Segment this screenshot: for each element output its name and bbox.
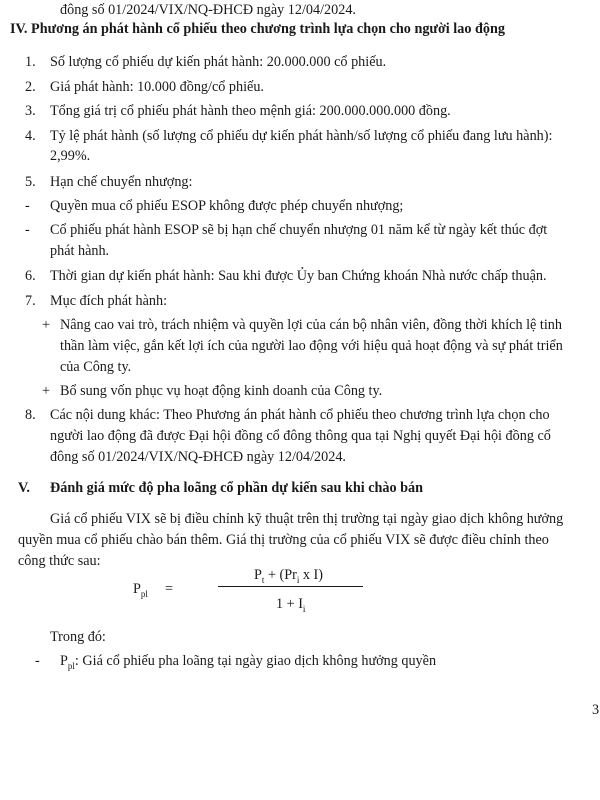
section-iv-heading: IV. Phương án phát hành cổ phiếu theo chương trình lựa chọn cho người lao động — [10, 21, 505, 37]
item-1-text: Số lượng cổ phiếu dự kiến phát hành: 20.000.000 cổ phiếu. — [50, 54, 387, 70]
item-4-number: 4. — [25, 128, 36, 144]
item-3-text: Tổng giá trị cổ phiếu phát hành theo mệnh giá: 200.000.000.000 đồng. — [50, 103, 451, 119]
item-5-number: 5. — [25, 174, 36, 190]
formula-numerator-end: x I) — [299, 567, 323, 583]
bullet-dash: - — [25, 222, 30, 238]
plus-7a-text-line3: của Công ty. — [60, 359, 132, 375]
formula-lhs — [133, 579, 148, 604]
paragraph-line3: công thức sau: — [18, 553, 101, 569]
bullet-dash: - — [35, 653, 40, 669]
paragraph-line1: Giá cổ phiếu VIX sẽ bị điều chỉnh kỹ thuật trên thị trường tại ngày giao dịch không hưởng — [50, 511, 564, 527]
plus-7a-text-line2: thần làm việc, gắn kết lợi ích của người lao động với hiệu quả hoạt động và sự phát triển — [60, 338, 563, 354]
formula-pr-subscript: i — [296, 574, 300, 585]
item-2-text: Giá phát hành: 10.000 đồng/cổ phiếu. — [50, 79, 264, 95]
bullet-5b-text-line1: Cổ phiếu phát hành ESOP sẽ bị hạn chế chuyển nhượng 01 năm kể từ ngày kết thúc đợt — [50, 222, 548, 238]
section-v-number: V. — [18, 480, 30, 496]
item-5-text: Hạn chế chuyển nhượng: — [50, 174, 193, 190]
definition-symbol-subscript: pl — [67, 660, 75, 671]
formula-denominator — [276, 594, 305, 619]
formula-equals: = — [165, 581, 174, 597]
item-8-text-line3: đông số 01/2024/VIX/NQ-ĐHCĐ ngày 12/04/2024. — [50, 449, 346, 465]
item-2-number: 2. — [25, 79, 36, 95]
formula-lhs-symbol: P — [133, 581, 141, 597]
formula-denominator-main: 1 + I — [276, 596, 303, 612]
plus-7b-text: Bổ sung vốn phục vụ hoạt động kinh doanh của Công ty. — [60, 383, 383, 399]
formula-denominator-subscript: i — [302, 603, 306, 614]
item-8-number: 8. — [25, 407, 36, 423]
item-7-text: Mục đích phát hành: — [50, 293, 168, 309]
page-number: 3 — [592, 702, 600, 718]
bullet-5a-text: Quyền mua cổ phiếu ESOP không được phép chuyển nhượng; — [50, 198, 404, 214]
where-label: Trong đó: — [50, 629, 106, 645]
section-v-heading: Đánh giá mức độ pha loãng cổ phần dự kiến sau khi chào bán — [50, 480, 424, 496]
plus-7a-text-line1: Nâng cao vai trò, trách nhiệm và quyền lợi của cán bộ nhân viên, đồng thời khích lệ tinh — [60, 317, 562, 333]
item-3-number: 3. — [25, 103, 36, 119]
formula-lhs-subscript: pl — [140, 588, 148, 599]
definition-ppl — [60, 651, 436, 676]
item-6-text: Thời gian dự kiến phát hành: Sau khi được Ủy ban Chứng khoán Nhà nước chấp thuận. — [50, 268, 547, 284]
paragraph-line2: quyền mua cổ phiếu chào bán thêm. Giá thị trường của cổ phiếu VIX sẽ được điều chỉnh theo — [18, 532, 549, 548]
item-8-text-line2: người lao động đã được Đại hội đồng cổ đông thông qua tại Nghị quyết Đại hội đồng cổ — [50, 428, 551, 444]
item-1-number: 1. — [25, 54, 36, 70]
bullet-dash: - — [25, 198, 30, 214]
item-4-text-line2: 2,99%. — [50, 148, 91, 164]
item-4-text-line1: Tỷ lệ phát hành (số lượng cổ phiếu dự kiến phát hành/số lượng cổ phiếu đang lưu hành): — [50, 128, 553, 144]
formula-pt-subscript: t — [261, 574, 265, 585]
bullet-5b-text-line2: phát hành. — [50, 243, 110, 259]
plus-bullet: + — [42, 383, 51, 399]
formula-numerator-mid: + (Pr — [264, 567, 297, 583]
item-7-number: 7. — [25, 293, 36, 309]
formula-pt-symbol: P — [254, 567, 262, 583]
fraction-bar — [218, 586, 363, 587]
item-8-text-line1: Các nội dung khác: Theo Phương án phát hành cổ phiếu theo chương trình lựa chọn cho — [50, 407, 550, 423]
definition-symbol: P — [60, 653, 68, 669]
item-6-number: 6. — [25, 268, 36, 284]
definition-text: : Giá cổ phiếu pha loãng tại ngày giao dịch không hưởng quyền — [74, 653, 437, 669]
continuation-line: đông số 01/2024/VIX/NQ-ĐHCĐ ngày 12/04/2024. — [60, 2, 356, 18]
plus-bullet: + — [42, 317, 51, 333]
